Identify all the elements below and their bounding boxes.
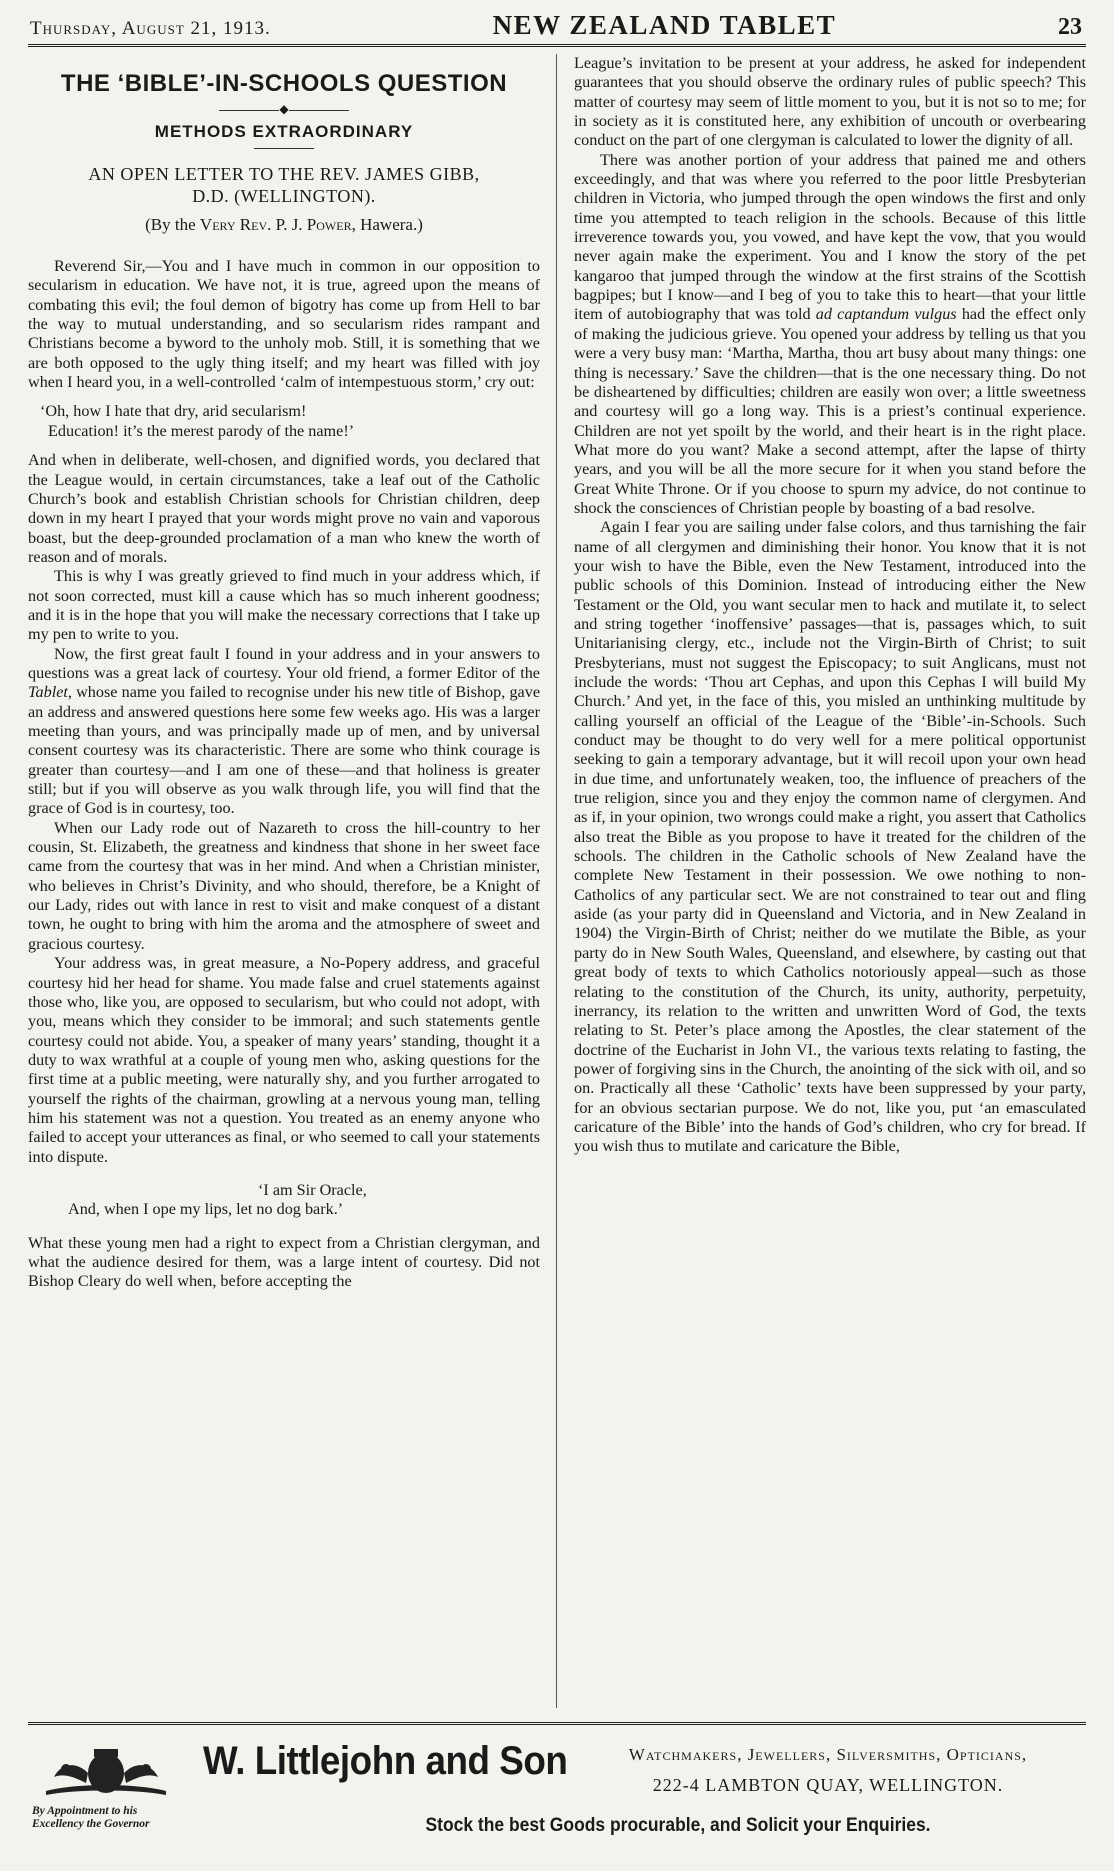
- newspaper-page: [28, 10, 1086, 1860]
- advertisement-banner: [28, 1722, 1086, 1855]
- letter-title-line-1: AN OPEN LETTER TO THE REV. JAMES GIBB,: [88, 164, 480, 184]
- column-divider: [556, 54, 557, 1708]
- left-column: [28, 54, 540, 1708]
- paragraph-3: This is why I was greatly grieved to find much in your address which, if not soon corrected, must kill a cause which has so much inherent goodness; and it is in the hope that you will make the necessary corrections that I take up my pen to write to you.: [28, 567, 540, 644]
- page-number: 23: [1057, 14, 1082, 40]
- firm-name: W. Littlejohn and Son: [203, 1739, 568, 1783]
- paragraph-10: Again I fear you are sailing under false colors, and thus tarnishing the fair name of all clergymen and diminishing their honor. You know that it is not your wish to have the Bible, even the New Testament, introduced into the public schools of this Dominion. Instead of introducing either the New Testament or the Old, you want secular men to hack and mutilate it, to select and string together ‘inoffensive’ passages—that is, passages which, to suit Unitarianising clergy, etc., include not the Virgin-Birth of Christ; to suit Presbyterians, must not suggest the Episcopacy; to suit Anglicans, must not include the words: ‘Thou art Cephas, and upon this Cephas I will build My Church.’ And yet, in the face of this, you misled an unthinking multitude by calling yourself an official of the League of the ‘Bible’-in-Schools. Such conduct may be thought to do very well for a mere political opportunist seeking to gain a temporary advantage, but it will recoil upon your own head in due time, and unfortunately weaken, too, the influence of preachers of the true religion, since you and they enjoy the common name of clergymen. And as if, in your opinion, two wrongs could make a right, you assert that Catholics also treat the Bible as you propose to have it treated for the children of the schools. The children in the Catholic schools of New Zealand have the complete New Testament in their possession. We owe nothing to non-Catholics of any particular sect. We are not constrained to tear out and fling aside (as your party did in Queensland and Victoria, and in New Zealand in 1904) the Virgin-Birth of Christ; neither do we mutilate the Bible, as your party do in New South Wales, Queensland, and elsewhere, by casting out that great body of texts to which Catholics notoriously appeal—such as those relating to the constitution of the Church, its unity, authority, perpetuity, inerrancy, its relation to the written and unwritten Word of God, the texts relating to St. Peter’s place among the Apostles, the clear statement of the doctrine of the Eucharist in John VI., the various texts relating to fasting, the power of forgiving sins in the Church, the anointing of the sick with oil, and so on. Practically all these ‘Catholic’ texts have been suppressed by your party, for an obvious sectarian purpose. We do not, like you, put ‘an emasculated caricature of the Bible’ into the hands of God’s children, who cry for bread. If you wish thus to mutilate and caricature the Bible,: [574, 518, 1086, 1156]
- verse-2-line-1: ‘I am Sir Oracle,: [258, 1180, 367, 1199]
- appointment-text: By Appointment to his Excellency the Governor: [32, 1805, 150, 1830]
- letter-title-line-2: D.D. (WELLINGTON).: [192, 186, 376, 206]
- firm-trades: Watchmakers, Jewellers, Silversmiths, Opticians,: [628, 1745, 1028, 1764]
- verse-quote-2: [68, 1181, 540, 1220]
- paragraph-9: [574, 151, 1086, 519]
- newspaper-title: NEW ZEALAND TABLET: [492, 10, 837, 40]
- paragraph-4: [28, 645, 540, 819]
- paragraph-9-text-a: There was another portion of your address that pained me and others exceedingly, and that was where you referred to the poor little Presbyterian children in Victoria, who jumped through the open windows the first and only time you attempted to teach religion in the schools. Because of this little irreverence towards you, you vowed, and have kept the vow, that you would never again make the experiment. You and I know the story of the pet kangaroo that jumped through the window at the first strains of the Scottish bagpipes; but I know—and I beg of you to take this to heart—that your little item of autobiography that was told: [574, 150, 1086, 324]
- ornament-divider: [28, 102, 540, 116]
- advert-slogan: Stock the best Goods procurable, and Solicit your Enquiries.: [425, 1815, 931, 1836]
- byline-prefix: (By the: [145, 215, 200, 234]
- byline-suffix: , Hawera.): [351, 215, 423, 234]
- paragraph-4-text-b: , whose name you failed to recognise under his new title of Bishop, gave an address and answered questions here some few weeks ago. His was a larger meeting than yours, and was principally made up of men, and by universal consent courtesy was its characteristic. There are some who think courage is greater than courtesy—and I am one of these—and that holiness is greater still; but if you will observe as you walk through life, you will find that the grace of God is in courtesy, too.: [28, 683, 540, 818]
- royal-crest-icon: [36, 1743, 176, 1799]
- verse-2-line-2: And, when I ope my lips, let no dog bark.’: [68, 1200, 344, 1219]
- firm-address: 222-4 LAMBTON QUAY, WELLINGTON.: [652, 1775, 1004, 1795]
- author-name: Very Rev. P. J. Power: [199, 215, 352, 234]
- verse-quote-1: [40, 402, 540, 441]
- letter-title: [28, 163, 540, 207]
- article-headline: THE ‘BIBLE’-IN-SCHOOLS QUESTION: [60, 70, 508, 97]
- paragraph-8: League’s invitation to be present at your address, he asked for independent guarantees that you should observe the ordinary rules of public speech? This matter of courtesy may seem of little moment to you, but it is not so to me; for in society as it is constituted here, any exhibition of uncouth or overbearing conduct on the part of one clergyman is calculated to lower the dignity of all.: [574, 54, 1086, 150]
- paragraph-1: Reverend Sir,—You and I have much in common in our opposition to secularism in education. We have not, it is true, agreed upon the means of combating this evil; the foul demon of bigotry has come up from Hell to bar the way to mutual understanding, and so secularism rides rampant and Christians become a byword to the unholy mob. Still, it is something that we are both opposed to the ugly thing itself; and my heart was filled with joy when I heard you, in a well-controlled ‘calm of intempestuous storm,’ cry out:: [28, 257, 540, 392]
- paragraph-6: Your address was, in great measure, a No-Popery address, and graceful courtesy hid her head for shame. You made false and cruel statements against those who, like you, are opposed to secularism, but who could not adopt, with you, means which they consider to be immoral; and such statements gentle courtesy could not abide. You, a speaker of many years’ standing, thought it a duty to wax wrathful at a couple of young men who, asking questions for the first time at a public meeting, were naturally shy, and you further arrogated to yourself the rights of the chairman, growling at a nervous young man, telling him his statement was not a question. You treated as an enemy anyone who failed to accept your utterances as final, or who seemed to call your statements into dispute.: [28, 954, 540, 1166]
- tablet-italic: Tablet: [28, 683, 68, 702]
- verse-1-line-1: ‘Oh, how I hate that dry, arid secularism!: [40, 402, 307, 421]
- article-columns: [28, 54, 1086, 1708]
- short-rule: [254, 148, 314, 149]
- verse-1-line-2: Education! it’s the merest parody of the name!’: [48, 421, 355, 440]
- latin-phrase-italic: ad captandum vulgus: [815, 305, 957, 324]
- byline: [28, 215, 540, 235]
- paragraph-5: When our Lady rode out of Nazareth to cross the hill-country to her cousin, St. Elizabeth, the greatness and kindness that shone in her sweet face came from the courtesy that was in her mind. And when a Christian minister, who believes in Christ’s Divinity, and who should, therefore, be a Knight of our Lady, rides out with lance in rest to visit and make conquest of a distant town, he ought to bring with him the aroma and the atmosphere of sweet and gracious courtesy.: [28, 818, 540, 953]
- article-subhead: METHODS EXTRAORDINARY: [154, 122, 414, 141]
- issue-date: Thursday, August 21, 1913.: [30, 18, 271, 39]
- paragraph-7: What these young men had a right to expect from a Christian clergyman, and what the audience desired for them, was a large intent of courtesy. Did not Bishop Cleary do well when, before accepting the: [28, 1233, 540, 1291]
- paragraph-2: And when in deliberate, well-chosen, and dignified words, you declared that the League would, in certain circumstances, take a leaf out of the Catholic Church’s book and establish Christian schools for Christian children, deep down in my heart I prayed that your words might prove no vain and vaporous boast, but the deep-grounded proclamation of a man who knew the worth of reason and of morals.: [28, 451, 540, 566]
- diamond-ornament-icon: ◆: [279, 102, 289, 116]
- paragraph-9-text-b: had the effect only of making the judicious grieve. You opened your address by telling us that you were a very busy man: ‘Martha, Martha, thou art busy about many things: one thing is necessary.’ Save the children—that is the one necessary thing. Do not be disheartened by difficulties; children are easily won over; a little sweetness and courtesy will go a long way. This is a priest’s continual experience. Children are not yet spoilt by the world, and their heart is in the right place. What more do you want? Make a second attempt, after the lapse of thirty years, and you will be all the more secure for it when you stand before the Great White Throne. Or if you choose to spurn my advice, do not continue to shock the consciences of Christian people by boasting of a bad resolve.: [574, 305, 1086, 517]
- right-column: [574, 54, 1086, 1708]
- masthead: [28, 10, 1086, 47]
- paragraph-4-text-a: Now, the first great fault I found in your address and in your answers to questions was a great lack of courtesy. Your old friend, a former Editor of the: [28, 644, 540, 682]
